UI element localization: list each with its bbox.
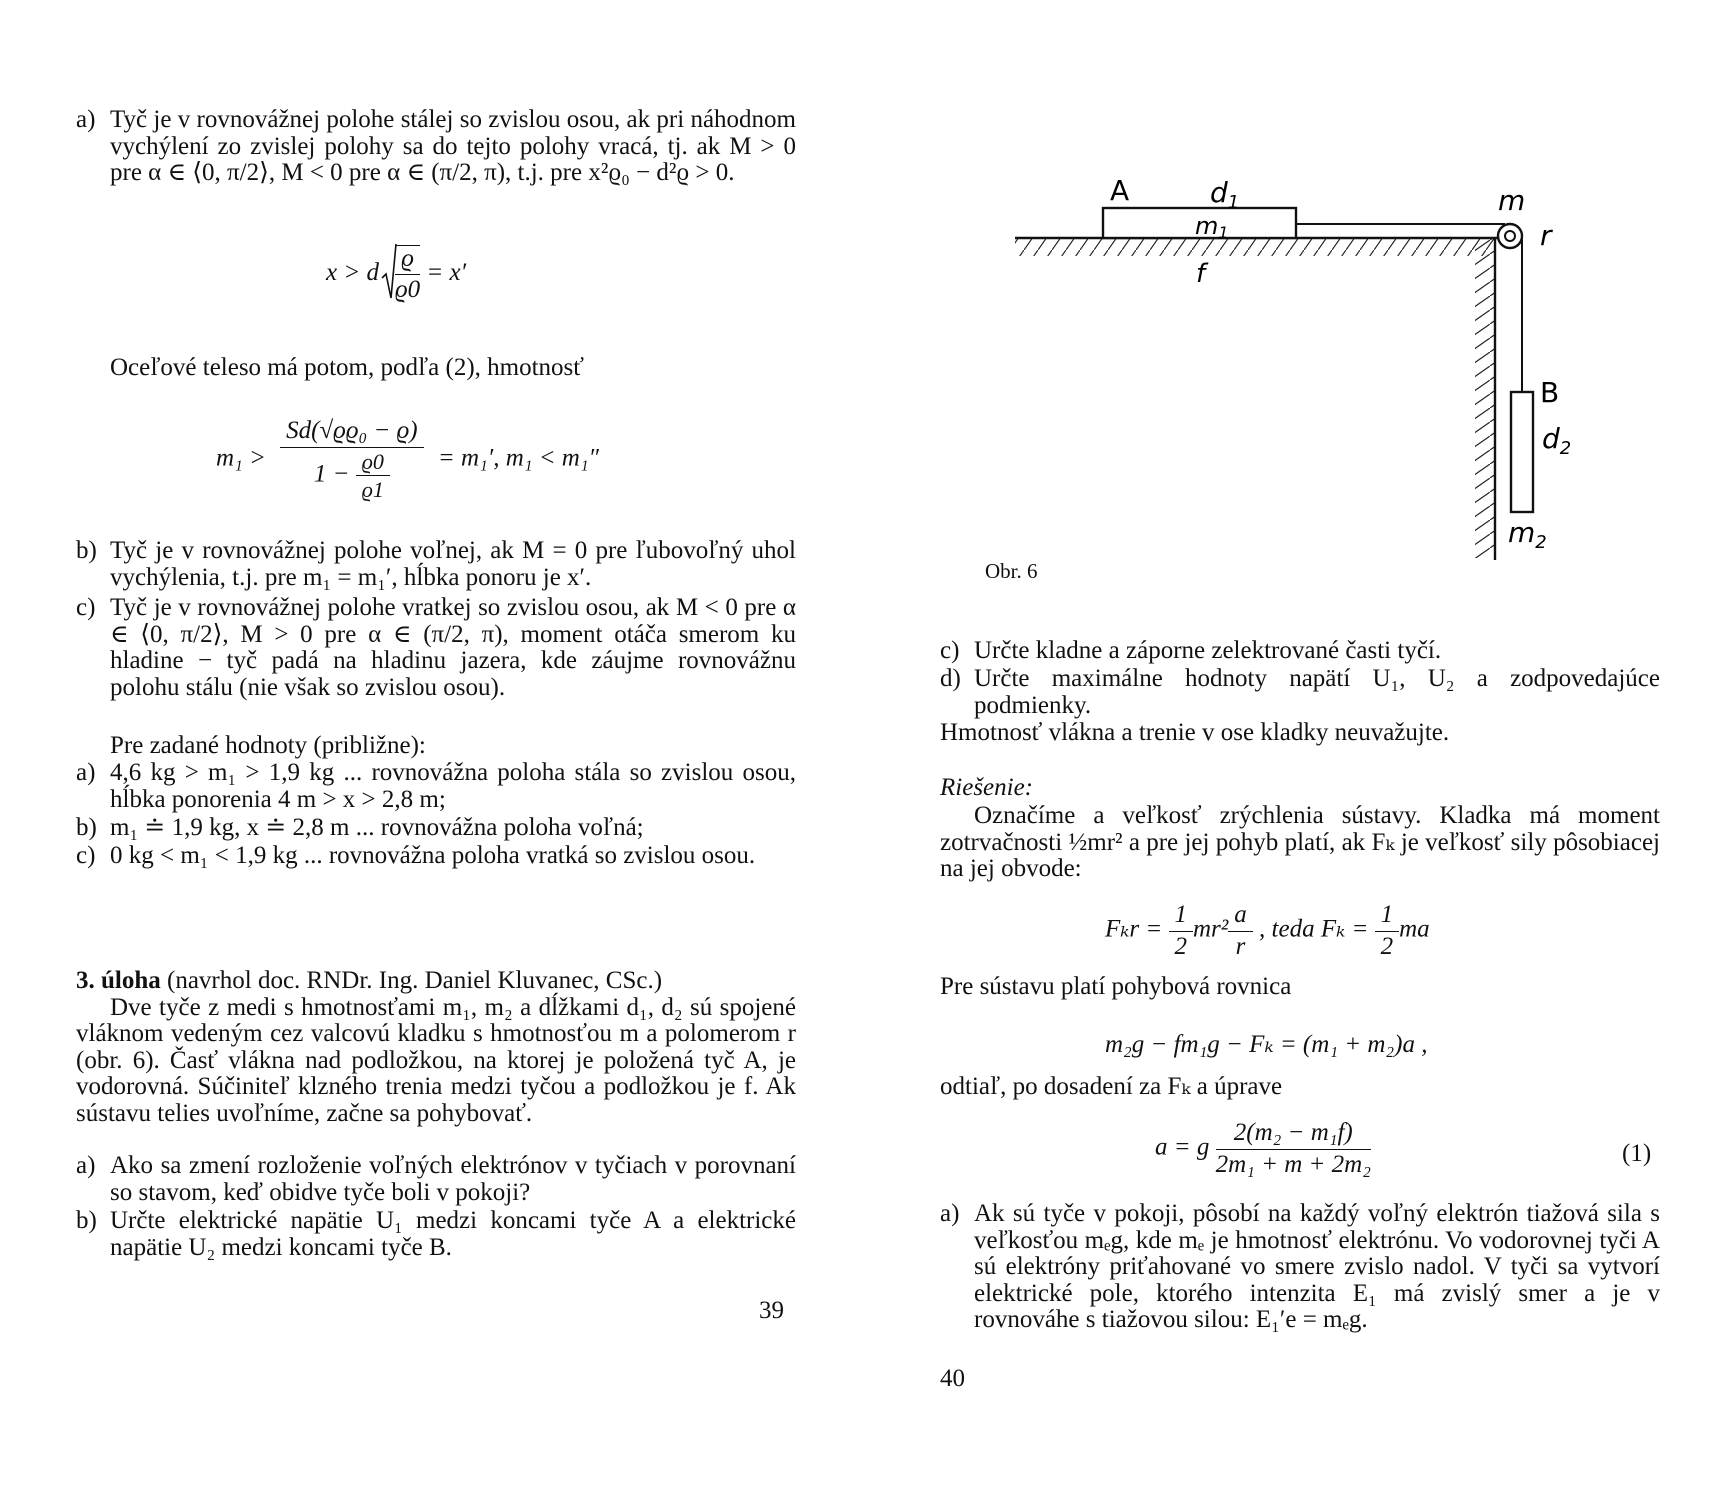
task-heading: 3. úloha — [76, 967, 161, 994]
label-d2: $d_2$ — [1542, 422, 1572, 459]
system-text: Pre sústavu platí pohybová rovnica — [940, 973, 1292, 1000]
eq-rhs: = x′ — [426, 258, 467, 286]
item-text: Ako sa zmení rozloženie voľných elektrónov v tyčiach v porovnaní so stavom, keď obidve tyče boli v pokoji? — [110, 1152, 796, 1206]
page-number-right: 40 — [940, 1365, 965, 1392]
label-a: A — [1110, 174, 1130, 207]
label-b: B — [1540, 376, 1560, 409]
eq3-teda: , teda Fₖ = — [1259, 915, 1369, 943]
right-page — [940, 0, 1660, 1500]
eq2-rhs: = m₁′, m₁ < m₁″ — [437, 444, 599, 472]
item-ans-a — [940, 1201, 1660, 1334]
left-page — [76, 0, 796, 1500]
steel-text: Oceľové teleso má potom, podľa (2), hmotnosť — [110, 354, 584, 381]
item-c2 — [76, 843, 796, 870]
label-f: f — [1196, 259, 1206, 289]
item-text: 4,6 kg > m₁ > 1,9 kg ... rovnovážna poloha stála so zvislou osou, hĺbka ponorenia 4 m > x > 2,8 m; — [110, 759, 796, 813]
label-d1: $d_1$ — [1210, 176, 1240, 213]
solution-heading: Riešenie: — [940, 774, 1034, 801]
item-b2 — [76, 815, 796, 842]
equation-m1 — [216, 418, 599, 501]
eq3-end: ma — [1399, 915, 1430, 943]
values-intro: Pre zadané hodnoty (približne): — [110, 732, 426, 759]
equation-number: (1) — [1622, 1140, 1652, 1167]
item-label: c) — [940, 637, 960, 664]
label-m1: m1 — [1195, 212, 1229, 242]
task-text: Dve tyče z medi s hmotnosťami m₁, m₂ a dĺžkami d₁, d₂ sú spojené vláknom vedeným cez valcovú kladku s hmotnosťou m a polomerom r (obr. 6). Časť vlákna nad podložkou, na ktorej je položená tyč A, je vodorovná. Súčiniteľ klzného trenia medzi tyčou a podložkou je f. Ak sústavu telies uvoľníme, začne sa pohybovať. — [76, 993, 796, 1127]
item-text: Určte elektrické napätie U₁ medzi koncami tyče A a elektrické napätie U₂ medzi koncami tyče B. — [110, 1207, 796, 1261]
item-qd — [940, 666, 1660, 719]
figure-caption: Obr. 6 — [985, 559, 1038, 583]
task-title — [76, 968, 796, 995]
eq5-lhs: a = g — [1155, 1133, 1210, 1161]
eq3-frac1: $\frac{1}{2}$ — [1169, 902, 1194, 960]
item-a1 — [76, 107, 796, 187]
eq2-den-frac — [356, 450, 390, 502]
neglect-text: Hmotnosť vlákna a trenie v ose kladky neuvažujte. — [940, 719, 1450, 746]
task-author: (navrhol doc. RNDr. Ing. Daniel Kluvanec, CSc.) — [167, 967, 663, 994]
item-text: 0 kg < m₁ < 1,9 kg ... rovnovážna poloha vratká so zvislou osou. — [110, 842, 756, 869]
item-text: Tyč je v rovnovážnej polohe voľnej, ak M = 0 pre ľubovoľný uhol vychýlenia, t.j. pre m₁ = m₁′, hĺbka ponoru je x′. — [110, 537, 796, 591]
item-text: Určte kladne a záporne zelektrované časti tyčí. — [974, 637, 1442, 664]
item-label: b) — [76, 1207, 97, 1234]
item-text: Tyč je v rovnovážnej polohe vratkej so zvislou osou, ak M < 0 pre α ∈ ⟨0, π/2⟩, M > 0 pre α ∈ (π/2, π), moment otáča smerom ku hladine − tyč padá na hladinu jazera, kde záujme rovnovážnu polohu stálu (nie však so zvislou osou). — [110, 594, 796, 701]
label-m: m — [1498, 184, 1526, 217]
equation-acceleration — [1155, 1120, 1371, 1178]
task-paragraph — [76, 968, 796, 1127]
item-a2 — [76, 760, 796, 813]
equation-x-limit — [326, 242, 466, 307]
equation-pulley — [1105, 902, 1430, 960]
eq3-mid: mr² — [1193, 915, 1229, 943]
item-qa — [76, 1153, 796, 1206]
sqrt-num: ϱ — [395, 246, 420, 276]
eq3-frac3: $\frac{1}{2}$ — [1375, 902, 1400, 960]
eq3-lhs: Fₖr = — [1105, 915, 1163, 943]
eq2-den-den: ϱ1 — [361, 476, 384, 502]
equation-motion: m₂g − fm₁g − Fₖ = (m₁ + m₂)a , — [1105, 1031, 1428, 1058]
eq2-den-a: 1 − — [313, 460, 350, 488]
label-m2: $m_2$ — [1508, 516, 1547, 553]
item-label: a) — [76, 106, 96, 133]
sqrt-fraction — [395, 245, 420, 304]
sqrt-den: ϱ0 — [394, 276, 421, 304]
item-label: b) — [76, 537, 97, 564]
item-label: c) — [76, 594, 96, 621]
item-text: Určte maximálne hodnoty napätí U₁, U₂ a zodpovedajúce podmienky. — [974, 665, 1660, 719]
eq2-fraction — [280, 418, 423, 501]
item-c1 — [76, 595, 796, 701]
item-label: a) — [76, 1152, 96, 1179]
after-text: odtiaľ, po dosadení za Fₖ a úprave — [940, 1073, 1283, 1100]
eq5-frac: $\frac{\text{2(m₂ − m₁f)}}{\text{2m₁ + m + 2m₂}}$ — [1215, 1119, 1371, 1178]
item-text: m₁ ≐ 1,9 kg, x ≐ 2,8 m ... rovnovážna poloha voľná; — [110, 814, 644, 841]
item-text: Tyč je v rovnovážnej polohe stálej so zvislou osou, ak pri náhodnom vychýlení zo zvislej polohy sa do tejto polohy vracá, tj. ak M > 0 pre α ∈ ⟨0, π/2⟩, M < 0 pre α ∈ (π/2, π), t.j. pre x²ϱ₀ − d²ϱ > 0. — [110, 106, 796, 186]
item-b1 — [76, 538, 796, 591]
eq2-num: Sd(√ϱϱ₀ − ϱ) — [280, 418, 423, 448]
item-label: c) — [76, 842, 96, 869]
solution-text: Označíme a veľkosť zrýchlenia sústavy. Kladka má moment zotrvačnosti ½mr² a pre jej pohyb platí, ak Fₖ je veľkosť sily pôsobiacej na jej obvode: — [940, 802, 1660, 882]
eq2-lhs: m₁ > — [216, 444, 266, 472]
item-label: a) — [940, 1200, 960, 1227]
page-number-left: 39 — [759, 1297, 784, 1324]
item-label: a) — [76, 759, 96, 786]
eq2-den-num: ϱ0 — [356, 450, 390, 476]
label-r: r — [1540, 219, 1552, 252]
item-qb — [76, 1208, 796, 1261]
eq2-den — [280, 448, 423, 502]
eq3-frac2: $\frac{a}{r}$ — [1228, 902, 1253, 960]
item-label: b) — [76, 814, 97, 841]
item-label: d) — [940, 665, 961, 692]
item-text: Ak sú tyče v pokoji, pôsobí na každý voľný elektrón tiažová sila s veľkosťou mₑg, kde mₑ je hmotnosť elektrónu. Vo vodorovnej tyči A sú elektróny priťahované vo smere zvislo nadol. V tyči sa vytvorí elektrické pole, ktorého intenzita E₁ má zvislý smer a je v rovnováhe s tiažovou silou: E₁′e = mₑg. — [974, 1200, 1660, 1333]
eq-lhs: x > d — [326, 258, 379, 286]
item-qc — [940, 638, 1660, 665]
